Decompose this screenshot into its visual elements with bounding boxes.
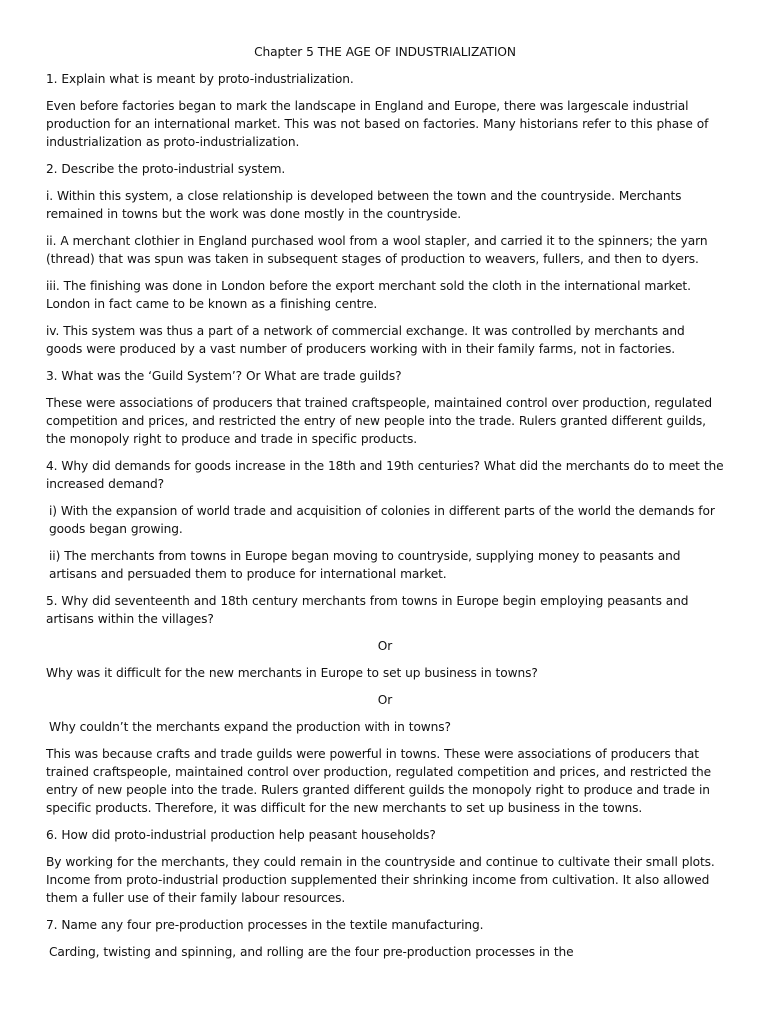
- answer-4-point-ii: ii) The merchants from towns in Europe began moving to countryside, supplying money to peasants and artisans and persuaded them to produce for international market.: [49, 549, 681, 581]
- or-separator-2: Or: [377, 693, 393, 707]
- answer-5: This was because crafts and trade guilds were powerful in towns. These were associations of producers that trained craftspeople, maintained control over production, regulated competition and prices, and restricted the entry of new people into the trade. Rulers granted different guilds the monopoly right to produce and trade in specific products. Therefore, it was difficult for the new merchants to set up business in the towns.: [46, 747, 712, 815]
- question-3: 3. What was the ‘Guild System’? Or What are trade guilds?: [46, 369, 402, 383]
- answer-1: Even before factories began to mark the landscape in England and Europe, there was largescale industrial production for an international market. This was not based on factories. Many historians refer to this phase of industrialization as proto-industrialization.: [46, 99, 709, 149]
- answer-4-point-i: i) With the expansion of world trade and acquisition of colonies in different parts of the world the demands for goods began growing.: [49, 504, 715, 536]
- answer-2-point-iii: iii. The finishing was done in London before the export merchant sold the cloth in the international market. London in fact came to be known as a finishing centre.: [46, 279, 691, 311]
- answer-6: By working for the merchants, they could remain in the countryside and continue to cultivate their small plots. Income from proto-industrial production supplemented their shrinking income from cultivation. It also allowed them a fuller use of their family labour resources.: [46, 855, 715, 905]
- or-separator-1: Or: [377, 639, 393, 653]
- question-5-alt-1: Why was it difficult for the new merchants in Europe to set up business in towns?: [46, 666, 538, 680]
- question-4: 4. Why did demands for goods increase in the 18th and 19th centuries? What did the merchants do to meet the increased demand?: [46, 459, 724, 491]
- answer-2-point-ii: ii. A merchant clothier in England purchased wool from a wool stapler, and carried it to the spinners; the yarn (thread) that was spun was taken in subsequent stages of production to weavers, fullers, and then to dyers.: [46, 234, 708, 266]
- question-5-alt-2: Why couldn’t the merchants expand the production with in towns?: [49, 720, 451, 734]
- answer-7: Carding, twisting and spinning, and rolling are the four pre-production processes in the: [49, 945, 574, 959]
- question-6: 6. How did proto-industrial production help peasant households?: [46, 828, 436, 842]
- answer-2-point-i: i. Within this system, a close relationship is developed between the town and the countryside. Merchants remained in towns but the work was done mostly in the countryside.: [46, 189, 682, 221]
- question-2: 2. Describe the proto-industrial system.: [46, 162, 286, 176]
- answer-2-point-iv: iv. This system was thus a part of a network of commercial exchange. It was controlled by merchants and goods were produced by a vast number of producers working with in their family farms, not in factories.: [46, 324, 685, 356]
- question-7: 7. Name any four pre-production processes in the textile manufacturing.: [46, 918, 484, 932]
- question-1: 1. Explain what is meant by proto-industrialization.: [46, 72, 354, 86]
- answer-3: These were associations of producers that trained craftspeople, maintained control over production, regulated competition and prices, and restricted the entry of new people into the trade. Rulers granted different guilds, the monopoly right to produce and trade in specific products.: [46, 396, 713, 446]
- question-5: 5. Why did seventeenth and 18th century merchants from towns in Europe begin employing peasants and artisans within the villages?: [46, 594, 689, 626]
- page-title: Chapter 5 THE AGE OF INDUSTRIALIZATION: [254, 45, 516, 59]
